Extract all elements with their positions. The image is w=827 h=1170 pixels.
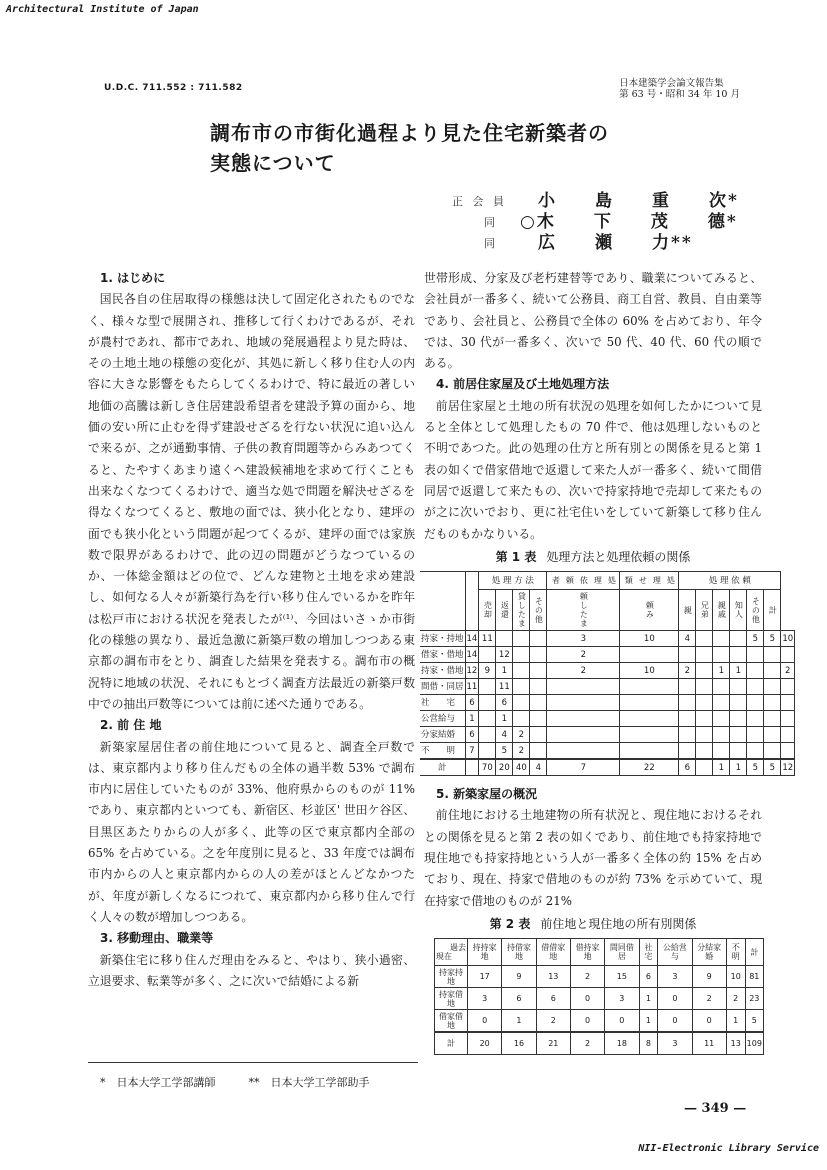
t1-total-cell: 40 — [513, 759, 530, 776]
t1-cell — [679, 679, 696, 695]
table2-caption — [424, 914, 762, 935]
t1-cell — [513, 679, 530, 695]
t1-cell — [764, 647, 781, 663]
t1-cell — [620, 711, 679, 727]
t2-col-header: 借持家地 — [570, 939, 604, 966]
t2-cell: 10 — [726, 966, 745, 988]
t1-cell — [530, 647, 547, 663]
t1-cell — [730, 743, 747, 760]
t1-cell: 12 — [465, 663, 479, 679]
t2-cell: 2 — [692, 988, 726, 1010]
t1-row — [420, 695, 795, 711]
t1-col-header: 返還 — [496, 590, 513, 631]
t2-cell: 6 — [536, 988, 570, 1010]
t1-col-header: 貸したま — [513, 590, 530, 631]
t1-cell: 10 — [620, 663, 679, 679]
udc-code: U.D.C. 711.552 : 711.582 — [104, 83, 243, 93]
t1-row-label: 公営給与 — [420, 711, 465, 727]
t1-cell — [547, 695, 620, 711]
journal-issue: 第 63 号・昭和 34 年 10 月 — [619, 89, 740, 100]
t1-cell: 1 — [496, 663, 513, 679]
t2-cell: 2 — [570, 1032, 604, 1055]
t1-cell — [479, 679, 496, 695]
t2-col-header: 持持家地 — [468, 939, 502, 966]
t1-cell — [730, 631, 747, 647]
t2-col-header: 計 — [745, 939, 763, 966]
t1-row — [420, 631, 795, 647]
t1-cell: 2 — [513, 743, 530, 760]
t1-cell: 2 — [547, 663, 620, 679]
t1-total-cell: 6 — [679, 759, 696, 776]
t1-cell — [696, 631, 713, 647]
t1-cell — [620, 743, 679, 760]
t1-cell — [696, 663, 713, 679]
t2-cell: 2 — [570, 966, 604, 988]
t1-cell — [530, 679, 547, 695]
t1-total-cell: 4 — [530, 759, 547, 776]
t1-cell — [764, 711, 781, 727]
paragraph: 国民各自の住居取得の様態は決して固定化されたものでなく、様々な型で展開され、推移して行くわけであるが、それが農村であれ、都市であれ、地域の発展過程より見た時は、その土地土地の様態の変化が、其処に新しく移り住む人の内容に大きな影響をもたらしてくるわけで、特に最近の著しい地価の高騰は新しき住居建設希望者を建設予算の面から、地価の安い所に止むを得ず建設せざるを行ない状況に追い込んで来るが、之が通勤事情、子供の教育問題等からみあつてくると、たやすくあまり遠くへ建設候補地を求めて行くことも出来なくなつてくるわけで、適当な処で問題を解決せざるを得なくなつてくると、敷地の面では、狭小化となり、建坪の面でも狭小化という問題が起つてくるが、建坪の面では家族数で限界があるわけで、此の辺の問題がどうなつているのか、一体総金額はどの位で、どんな建物と土地を求め建設し、如何なる人々が新築行為を行い移り住んでいるかを昨年は松戸市における状況を発表したが⁽¹⁾、今回はいさゝか市街化の様態の異なり、最近急激に新築戸数の増加しつつある東京都の調布市をとり、調査した結果を発表する。調布市の概況特に地域の状況、それにもとづく調査方法最近の新築戸数中での抽出戸数等については前に述べた通りである。 — [88, 292, 415, 711]
t1-cell: 2 — [547, 647, 620, 663]
t1-cell — [479, 711, 496, 727]
t1-cell — [730, 727, 747, 743]
t1-cell: 11 — [496, 679, 513, 695]
t1-group-header: 処理依頼者 — [547, 572, 620, 590]
t1-row-label: 持家・借地 — [420, 663, 465, 679]
t2-cell: 23 — [745, 988, 763, 1010]
t1-cell — [781, 695, 795, 711]
t2-cell: 0 — [570, 988, 604, 1010]
t1-cell — [465, 759, 479, 776]
t1-cell — [696, 727, 713, 743]
t1-cell: 10 — [781, 631, 795, 647]
footnote-rule — [88, 1062, 418, 1063]
t2-cell: 0 — [658, 988, 692, 1010]
t1-cell — [547, 679, 620, 695]
author-name: ○木 下 茂 德* — [520, 212, 738, 232]
t1-group-header: 処理せ類 — [620, 572, 679, 590]
t1-cell — [530, 663, 547, 679]
t1-cell — [620, 695, 679, 711]
t1-cell — [620, 727, 679, 743]
table1-title: 処理方法と処理依頼の関係 — [546, 549, 691, 564]
t1-cell — [781, 647, 795, 663]
t1-cell — [747, 695, 764, 711]
journal-info — [619, 78, 740, 100]
author-name: 小 島 重 次* — [538, 191, 739, 211]
t2-row-label: 計 — [435, 1032, 468, 1055]
t1-cell — [781, 679, 795, 695]
t1-group-header: 処 理 方 法 — [479, 572, 547, 590]
section-heading: 5. 新築家屋の概況 — [436, 787, 538, 802]
t1-cell: 5 — [747, 631, 764, 647]
t2-cell: 20 — [468, 1032, 502, 1055]
t1-cell — [764, 679, 781, 695]
t1-total-cell: 70 — [479, 759, 496, 776]
t1-col-header: 頼したま — [547, 590, 620, 631]
t1-cell — [764, 727, 781, 743]
t1-total-label: 計 — [420, 759, 465, 776]
t1-cell: 1 — [496, 711, 513, 727]
t2-cell: 15 — [605, 966, 639, 988]
t1-cell — [747, 679, 764, 695]
t1-cell — [781, 727, 795, 743]
paper-title — [210, 118, 609, 178]
t2-cell: 1 — [639, 988, 658, 1010]
t1-cell — [747, 711, 764, 727]
t1-cell — [530, 711, 547, 727]
t1-cell — [764, 663, 781, 679]
t1-total-cell: 1 — [730, 759, 747, 776]
t1-total-cell: 1 — [713, 759, 730, 776]
header-publisher: Architectural Institute of Japan — [6, 4, 199, 15]
t1-col-header: 知人 — [730, 590, 747, 631]
t2-cell: 9 — [502, 966, 536, 988]
t1-cell — [696, 743, 713, 760]
t2-cell: 3 — [468, 988, 502, 1010]
t1-row — [420, 647, 795, 663]
t1-col-header: 頼み — [620, 590, 679, 631]
t1-row — [420, 663, 795, 679]
t2-cell: 3 — [658, 1032, 692, 1055]
t1-cell — [713, 679, 730, 695]
t1-cell: 3 — [547, 631, 620, 647]
t1-cell: 4 — [679, 631, 696, 647]
t2-corner — [435, 939, 468, 966]
t2-cell: 16 — [502, 1032, 536, 1055]
paragraph: 世帯形成、分家及び老朽建替等であり、職業についてみると、会社員が一番多く、続いて公務員、商工自営、教員、自由業等であり、会社員と、公務員で全体の 60% を占めており、年令では、30 代が一番多く、次いで 50 代、40 代、60 代の順である。 — [424, 271, 762, 371]
t2-cell: 13 — [536, 966, 570, 988]
t1-cell — [530, 727, 547, 743]
t1-cell — [513, 631, 530, 647]
table-1 — [420, 571, 795, 776]
t1-cell — [513, 663, 530, 679]
t1-cell — [696, 711, 713, 727]
t1-row-label: 借家・借地 — [420, 647, 465, 663]
t1-cell — [679, 695, 696, 711]
left-column — [88, 268, 415, 992]
t1-cell — [696, 695, 713, 711]
t1-cell — [479, 743, 496, 760]
t1-row — [420, 727, 795, 743]
t1-cell — [713, 727, 730, 743]
t1-cell: 11 — [479, 631, 496, 647]
footer-library-service: NII-Electronic Library Service — [638, 1143, 819, 1154]
section-heading: 4. 前居住家屋及び土地処理方法 — [436, 377, 610, 392]
t1-cell: 2 — [513, 727, 530, 743]
paragraph: 前住地における土地建物の所有状況と、現住地におけるそれとの関係を見ると第 2 表の如くであり、前住地でも持家持地で現住地でも持家持地という人が一番多く全体の約 15% を占めており、現在、持家で借地のものが約 73% を示めていて、現在持家で借地のものが 21% — [424, 808, 762, 908]
t1-cell — [713, 743, 730, 760]
t1-total-cell: 12 — [781, 759, 795, 776]
t1-cell: 2 — [781, 663, 795, 679]
t1-cell: 1 — [713, 663, 730, 679]
t2-row-label: 持家持地 — [435, 966, 468, 988]
t2-cell: 18 — [605, 1032, 639, 1055]
t2-cell: 1 — [639, 1010, 658, 1033]
t2-cell: 17 — [468, 966, 502, 988]
t1-cell — [764, 695, 781, 711]
t2-cell: 5 — [745, 1010, 763, 1033]
t1-cell — [747, 663, 764, 679]
t1-col-header: 計 — [764, 590, 781, 631]
t1-cell: 1 — [465, 711, 479, 727]
t1-cell: 10 — [620, 631, 679, 647]
t2-cell: 8 — [639, 1032, 658, 1055]
section-heading: 1. はじめに — [100, 271, 166, 285]
t1-cell: 14 — [465, 647, 479, 663]
t1-total-cell: 5 — [764, 759, 781, 776]
t2-cell: 2 — [726, 988, 745, 1010]
author-role: 同 — [484, 216, 498, 229]
t1-cell — [547, 711, 620, 727]
t1-col-header: 売却 — [479, 590, 496, 631]
t1-cell — [513, 711, 530, 727]
t1-cell: 4 — [496, 727, 513, 743]
t1-cell — [620, 679, 679, 695]
t1-cell — [730, 711, 747, 727]
t2-cell: 13 — [726, 1032, 745, 1055]
t1-cell: 14 — [465, 631, 479, 647]
title-line-2: 実態について — [210, 151, 336, 175]
t2-corner-bottom: 現在 — [436, 952, 452, 962]
t1-cell — [713, 631, 730, 647]
t2-cell: 3 — [605, 988, 639, 1010]
t1-cell: 5 — [764, 631, 781, 647]
t1-cell — [530, 695, 547, 711]
t1-cell — [679, 647, 696, 663]
t1-total-cell: 5 — [747, 759, 764, 776]
t2-cell: 1 — [726, 1010, 745, 1033]
t1-cell — [530, 743, 547, 760]
t2-cell: 0 — [692, 1010, 726, 1033]
t1-col-header: 兄弟 — [696, 590, 713, 631]
journal-name: 日本建築学会論文報告集 — [619, 78, 724, 89]
t2-col-header: 借借家地 — [536, 939, 570, 966]
t1-col-header: その他 — [747, 590, 764, 631]
t2-cell: 9 — [692, 966, 726, 988]
t1-cell — [513, 647, 530, 663]
table1-caption — [424, 547, 762, 568]
t1-cell — [781, 711, 795, 727]
t1-cell — [713, 711, 730, 727]
t2-cell: 3 — [658, 966, 692, 988]
t2-col-header: 分結家婚 — [692, 939, 726, 966]
t1-col-header: その他 — [530, 590, 547, 631]
t1-cell — [620, 647, 679, 663]
title-line-1: 調布市の市街化過程より見た住宅新築者の — [210, 121, 609, 145]
t1-row — [420, 711, 795, 727]
t1-cell — [679, 711, 696, 727]
t2-row — [435, 966, 764, 988]
t1-total-row — [420, 759, 795, 776]
t1-cell — [730, 695, 747, 711]
t1-cell — [747, 727, 764, 743]
t2-cell: 2 — [536, 1010, 570, 1033]
t1-cell — [479, 695, 496, 711]
section-heading: 3. 移動理由、職業等 — [100, 931, 214, 946]
t1-cell: 6 — [465, 727, 479, 743]
t1-cell — [479, 727, 496, 743]
t2-cell: 0 — [468, 1010, 502, 1033]
right-column — [421, 268, 794, 1055]
t1-cell: 6 — [465, 695, 479, 711]
t1-row-label: 間借・同居 — [420, 679, 465, 695]
t1-row-label: 社 宅 — [420, 695, 465, 711]
table-2 — [434, 938, 764, 1055]
t1-col-header: 親戚 — [713, 590, 730, 631]
t2-col-header: 不明 — [726, 939, 745, 966]
t1-cell: 9 — [479, 663, 496, 679]
t1-total-cell — [696, 759, 713, 776]
t1-cell: 12 — [496, 647, 513, 663]
t2-cell: 0 — [570, 1010, 604, 1033]
t2-row — [435, 1010, 764, 1033]
t1-cell — [513, 695, 530, 711]
paragraph: 新築住宅に移り住んだ理由をみると、やはり、狭小過密、立退要求、転業等が多く、之に次いで結婚による新 — [88, 952, 415, 988]
t2-row-label: 持家借地 — [435, 988, 468, 1010]
t1-row-label: 分家結婚 — [420, 727, 465, 743]
t1-cell: 6 — [496, 695, 513, 711]
t1-cell: 7 — [465, 743, 479, 760]
t1-cell — [730, 679, 747, 695]
paragraph: 前居住家屋と土地の所有状況の処理を如何したかについて見ると全体として処理したもの 70 件で、他は処理しないものと不明であつた。此の処理の仕方と所有別との関係を見ると第 1 表の如くで借家借地で返還して来た人が一番多く、続いて間借同居で返還して来たもの、次いで持家持地で売却して来たものが之に次いでおり、更に社宅住いをしていて新築して移り住んだものもかなりいる。 — [424, 398, 762, 541]
t2-cell: 0 — [605, 1010, 639, 1033]
t1-cell — [496, 631, 513, 647]
t1-cell — [679, 743, 696, 760]
t2-cell: 0 — [658, 1010, 692, 1033]
t1-total-cell: 20 — [496, 759, 513, 776]
t2-cell: 81 — [745, 966, 763, 988]
t1-cell — [747, 743, 764, 760]
t1-total-cell: 7 — [547, 759, 620, 776]
t1-cell — [547, 727, 620, 743]
t1-cell: 5 — [496, 743, 513, 760]
t1-cell: 2 — [679, 663, 696, 679]
section-heading: 2. 前 住 地 — [100, 718, 162, 733]
t2-row — [435, 988, 764, 1010]
paragraph: 新築家屋居住者の前住地について見ると、調査全戸数では、東京都内より移り住んだもの全体の過半数 53% で調布市内に居住していたものが 33%、他府県からのものが 11% であり、東京都内といつても、新宿区、杉並区' 世田ケ谷区、目黒区あたりからの人が多く、此等の区で東京都内全部の 65% を占めている。之を年度別に見ると、33 年度では調布市内からの人と東京都内からの人の差がほとんどなかつたが、年度が新しくなるにつれて、東京都内から移り住んで行く人々の数が増加しつつある。 — [88, 739, 415, 924]
t1-cell — [679, 727, 696, 743]
t2-col-header: 持借家地 — [502, 939, 536, 966]
t1-row — [420, 743, 795, 760]
t1-total-cell: 22 — [620, 759, 679, 776]
t1-cell — [764, 743, 781, 760]
t1-row — [420, 679, 795, 695]
t1-cell: 11 — [465, 679, 479, 695]
t1-cell — [713, 647, 730, 663]
author-role: 正 会 員 — [452, 195, 507, 208]
t2-cell: 21 — [536, 1032, 570, 1055]
t2-col-header: 公給営与 — [658, 939, 692, 966]
t2-col-header: 間同借居 — [605, 939, 639, 966]
table2-number: 第 2 表 — [489, 916, 531, 931]
t1-cell: 1 — [730, 663, 747, 679]
t1-cell — [730, 647, 747, 663]
t1-cell — [530, 631, 547, 647]
t1-row-label: 持家・持地 — [420, 631, 465, 647]
t2-row — [435, 1032, 764, 1055]
t2-cell: 11 — [692, 1032, 726, 1055]
t1-row-label: 不 明 — [420, 743, 465, 760]
t2-col-header: 社宅 — [639, 939, 658, 966]
t2-cell: 109 — [745, 1032, 763, 1055]
t1-cell — [713, 695, 730, 711]
t2-cell: 1 — [502, 1010, 536, 1033]
t1-col-header: 親 — [679, 590, 696, 631]
t2-row-label: 借家借地 — [435, 1010, 468, 1033]
t2-corner-top: 過去 — [450, 943, 466, 953]
page-number: — 349 — — [684, 1101, 747, 1116]
author-role: 同 — [484, 237, 498, 250]
t1-group-header: 処 理 依 頼 — [679, 572, 781, 590]
t2-cell: 6 — [639, 966, 658, 988]
t2-cell: 6 — [502, 988, 536, 1010]
table1-number: 第 1 表 — [495, 549, 537, 564]
footnote: * 日本大学工学部講師 ** 日本大学工学部助手 — [100, 1076, 370, 1089]
t1-cell — [696, 647, 713, 663]
author-name: 広 瀬 力** — [538, 233, 693, 253]
table2-title: 前住地と現住地の所有別関係 — [540, 916, 697, 931]
t1-cell — [696, 679, 713, 695]
t1-cell — [781, 743, 795, 760]
t1-cell — [479, 647, 496, 663]
t1-cell — [547, 743, 620, 760]
t1-cell — [747, 647, 764, 663]
